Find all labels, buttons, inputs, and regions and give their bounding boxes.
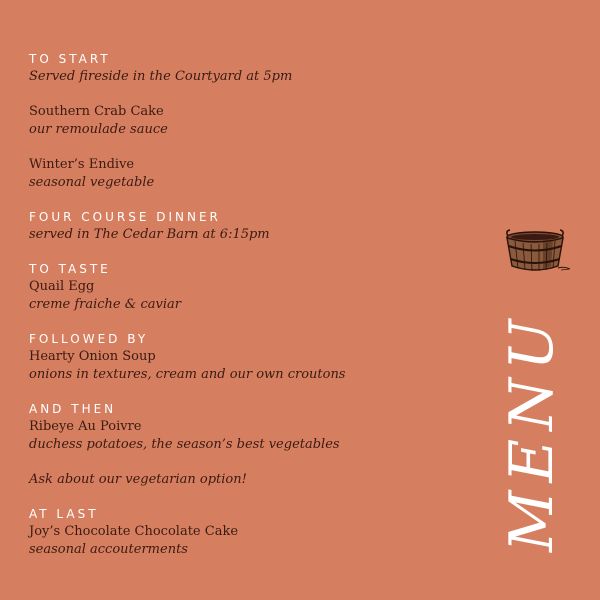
section-heading-four-course: FOUR COURSE DINNER — [29, 210, 221, 224]
dish-name-chocolate-cake: Joy’s Chocolate Chocolate Cake — [29, 524, 239, 539]
dish-desc-endive: seasonal vegetable — [29, 175, 155, 190]
section-heading-to-start: TO START — [29, 52, 111, 66]
start-note: Served fireside in the Courtyard at 5pm — [29, 69, 293, 84]
dish-desc-ribeye: duchess potatoes, the season’s best vegetables — [29, 437, 340, 452]
section-heading-at-last: AT LAST — [29, 507, 99, 521]
section-heading-followed-by: FOLLOWED BY — [29, 332, 149, 346]
dish-name-onion-soup: Hearty Onion Soup — [29, 349, 156, 364]
vegetarian-note: Ask about our vegetarian option! — [29, 472, 247, 487]
wooden-bucket-icon — [503, 228, 575, 276]
dish-desc-quail-egg: creme fraiche & caviar — [29, 297, 181, 312]
dish-name-crab-cake: Southern Crab Cake — [29, 104, 164, 119]
dinner-note: served in The Cedar Barn at 6:15pm — [29, 227, 270, 242]
section-heading-to-taste: TO TASTE — [29, 262, 111, 276]
menu-content — [29, 51, 449, 559]
section-heading-and-then: AND THEN — [29, 402, 117, 416]
menu-title-vertical — [497, 292, 567, 552]
dish-name-ribeye: Ribeye Au Poivre — [29, 419, 142, 434]
dish-name-endive: Winter’s Endive — [29, 157, 135, 172]
dish-name-quail-egg: Quail Egg — [29, 279, 95, 294]
menu-title-text: MENU — [497, 311, 567, 552]
dish-desc-chocolate-cake: seasonal accouterments — [29, 542, 188, 557]
dish-desc-onion-soup: onions in textures, cream and our own croutons — [29, 367, 346, 382]
dish-desc-crab-cake: our remoulade sauce — [29, 122, 168, 137]
